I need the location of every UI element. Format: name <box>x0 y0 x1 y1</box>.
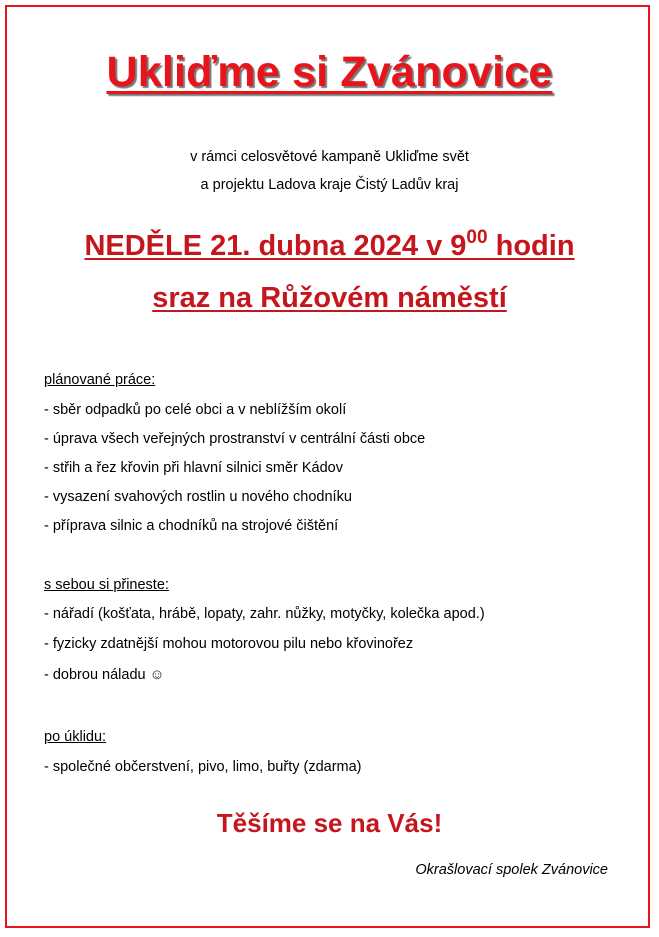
closing-text: Těšíme se na Vás! <box>216 808 443 838</box>
event-place: sraz na Růžovém náměstí <box>152 282 507 314</box>
subtitle-line-2: a projektu Ladova kraje Čistý Ladův kraj <box>200 177 459 193</box>
bring-item: - dobrou náladu ☺ <box>44 667 165 683</box>
works-heading: plánované práce: <box>44 372 156 388</box>
event-date-text: NEDĚLE 21. dubna 2024 v 9 <box>84 230 467 262</box>
works-item: - střih a řez křovin při hlavní silnici směr Kádov <box>44 460 343 476</box>
event-time-suffix: hodin <box>487 230 575 262</box>
after-item: - společné občerstvení, pivo, limo, buřty (zdarma) <box>44 759 362 775</box>
works-item: - sběr odpadků po celé obci a v neblížším okolí <box>44 402 347 418</box>
event-time-superscript: 00 <box>466 227 488 248</box>
subtitle-line-1: v rámci celosvětové kampaně Ukliďme svět <box>190 149 469 165</box>
works-item: - příprava silnic a chodníků na strojové čištění <box>44 518 339 534</box>
bring-item: - nářadí (košťata, hrábě, lopaty, zahr. nůžky, motyčky, kolečka apod.) <box>44 606 485 622</box>
poster-title: Ukliďme si Zvánovice <box>106 48 553 96</box>
event-date <box>0 227 659 263</box>
after-heading: po úklidu: <box>44 729 107 745</box>
bring-heading: s sebou si přineste: <box>44 577 169 593</box>
signature: Okrašlovací spolek Zvánovice <box>415 862 608 878</box>
works-item: - úprava všech veřejných prostranství v centrální části obce <box>44 431 426 447</box>
works-item: - vysazení svahových rostlin u nového chodníku <box>44 489 352 505</box>
bring-item: - fyzicky zdatnější mohou motorovou pilu nebo křovinořez <box>44 636 414 652</box>
